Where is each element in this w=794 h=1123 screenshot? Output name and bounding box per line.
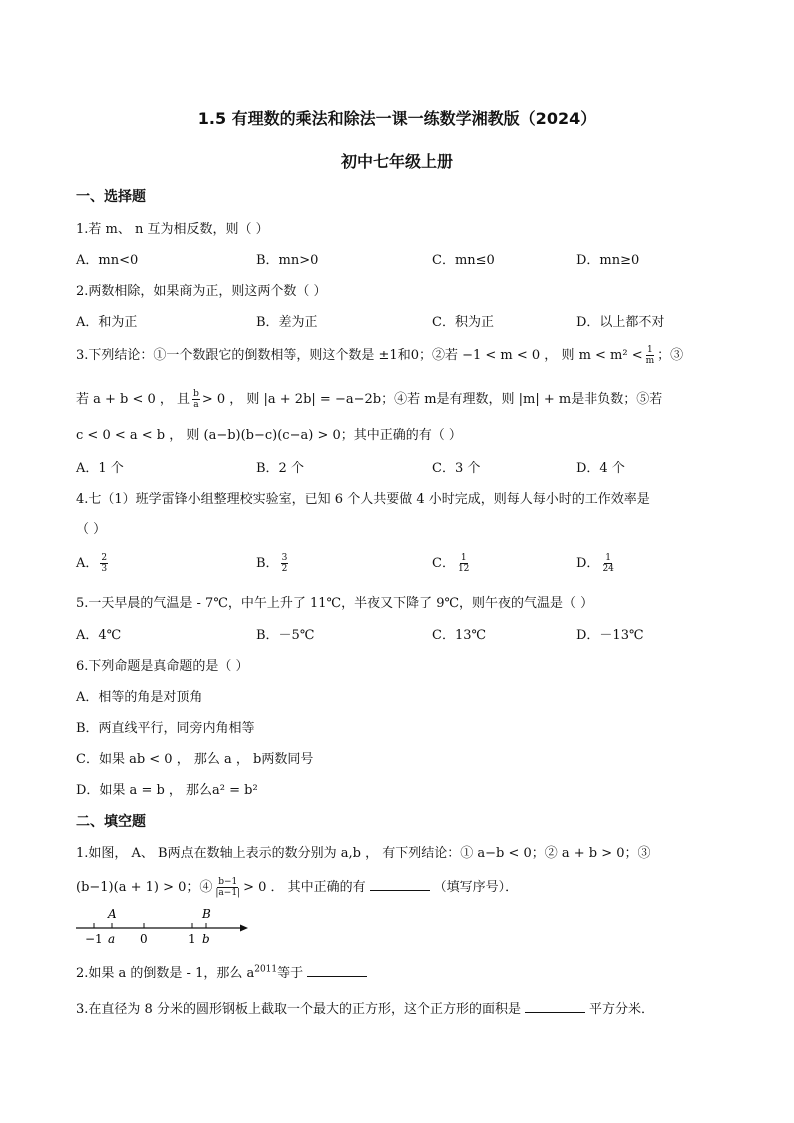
section-heading-choice: 一、选择题 — [76, 189, 146, 205]
question-4-stem-bracket: （ ） — [76, 522, 107, 537]
question-1-stem: 1.若 m、 n 互为相反数，则（ ） — [76, 222, 269, 237]
answer-blank[interactable] — [525, 1011, 585, 1013]
question-5-option-b: B．－5℃ — [256, 628, 315, 643]
question-4-stem: 4.七（1）班学雷锋小组整理校实验室，已知 6 个人共要做 4 小时完成，则每人每小时的工作效率是 — [76, 492, 650, 507]
fraction-denominator: 3 — [101, 564, 108, 574]
question-3-option-c: C．3 个 — [432, 461, 481, 476]
fraction-denominator: 12 — [457, 564, 470, 574]
fill-3-line — [76, 998, 654, 1017]
fraction-numerator: 1 — [605, 553, 612, 563]
fill-1-line-1: 1.如图， A、 B两点在数轴上表示的数分别为 a,b ， 有下列结论：① a−b < 0；② a + b > 0；③ — [76, 846, 651, 861]
tick-label-b: b — [202, 932, 210, 946]
fraction — [100, 553, 108, 574]
question-5-stem: 5.一天早晨的气温是 - 7℃，中午上升了 11℃，半夜又下降了 9℃，则午夜的气温是（ ） — [76, 596, 594, 611]
question-3-option-d: D．4 个 — [576, 461, 625, 476]
question-3-line-1-text: 3.下列结论：①一个数跟它的倒数相等，则这个数是 ±1和0；②若 −1 < m < 0 ， 则 m < m² < — [76, 348, 643, 363]
question-6-option-d: D．如果 a = b ， 那么a² = b² — [76, 783, 258, 798]
fill-1-line-2 — [76, 876, 518, 898]
fraction — [645, 345, 656, 366]
fraction — [281, 553, 289, 574]
section-heading-fill: 二、填空题 — [76, 814, 146, 830]
fraction — [192, 389, 200, 410]
fraction-numerator: 2 — [101, 553, 108, 563]
question-3-line-2-start: 若 a + b < 0 ， 且 — [76, 392, 191, 407]
question-1-option-b: B．mn>0 — [256, 253, 319, 268]
fill-1-line-2-start: (b−1)(a + 1) > 0；④ — [76, 880, 213, 895]
question-5-option-d: D．－13℃ — [576, 628, 644, 643]
question-3-line-3: c < 0 < a < b ， 则 (a−b)(b−c)(c−a) > 0；其中正确的有（ ） — [76, 428, 462, 443]
question-6-option-b: B．两直线平行，同旁内角相等 — [76, 721, 255, 736]
question-3-line-1 — [76, 344, 683, 366]
number-line-figure — [74, 906, 254, 946]
tick-label-a: a — [108, 932, 116, 946]
question-2-option-b: B．差为正 — [256, 315, 318, 330]
option-label: C． — [432, 556, 455, 571]
arrow-head-icon — [240, 925, 248, 932]
question-4-option-b — [256, 552, 290, 574]
question-5-option-a: A．4℃ — [76, 628, 122, 643]
question-3-option-a: A．1 个 — [76, 461, 124, 476]
fraction-denominator: a — [193, 400, 199, 410]
fraction-denominator: 2 — [281, 564, 288, 574]
fraction-numerator: 1 — [647, 345, 653, 355]
question-3-option-b: B．2 个 — [256, 461, 304, 476]
question-1-option-c: C．mn≤0 — [432, 253, 495, 268]
question-2-stem: 2.两数相除，如果商为正，则这两个数（ ） — [76, 284, 327, 299]
tick-label-minus-one: −1 — [85, 932, 103, 946]
fill-2-text-end: 等于 — [277, 966, 304, 981]
question-6-option-a: A．相等的角是对顶角 — [76, 690, 203, 705]
fraction-denominator: |a−1| — [215, 888, 241, 898]
fill-1-line-2-end: （填写序号）． — [433, 880, 519, 895]
question-3-line-2 — [76, 388, 662, 410]
fraction-numerator: 3 — [281, 553, 288, 563]
question-4-option-d — [576, 552, 617, 574]
option-label: A． — [76, 556, 99, 571]
fill-2-text: 2.如果 a 的倒数是 - 1，那么 a — [76, 966, 255, 981]
answer-blank[interactable] — [370, 889, 430, 891]
question-1-option-a: A．mn<0 — [76, 253, 139, 268]
question-4-option-c — [432, 552, 472, 574]
question-6-option-c: C．如果 ab < 0 ， 那么 a ， b两数同号 — [76, 752, 314, 767]
fill-1-line-2-mid: > 0 ． 其中正确的有 — [243, 880, 366, 895]
fill-2-line — [76, 962, 371, 981]
page-subtitle: 初中七年级上册 — [340, 152, 453, 171]
label-point-a: A — [108, 907, 117, 921]
fraction-numerator: b−1 — [218, 877, 238, 887]
option-label: D． — [576, 556, 600, 571]
fill-3-text-end: 平方分米． — [588, 1002, 654, 1017]
fill-3-text: 3.在直径为 8 分米的圆形钢板上截取一个最大的正方形，这个正方形的面积是 — [76, 1002, 521, 1017]
question-2-option-d: D．以上都不对 — [576, 315, 665, 330]
question-1-option-d: D．mn≥0 — [576, 253, 640, 268]
fraction — [601, 553, 614, 574]
question-2-option-a: A．和为正 — [76, 315, 138, 330]
question-6-stem: 6.下列命题是真命题的是（ ） — [76, 659, 249, 674]
fill-2-exponent: 2011 — [254, 964, 278, 975]
fraction-denominator: m — [645, 356, 655, 366]
question-3-line-1-end: ；③ — [657, 348, 684, 363]
tick-label-one: 1 — [188, 932, 196, 946]
fraction — [457, 553, 470, 574]
fraction-numerator: b — [193, 389, 199, 399]
question-2-option-c: C．积为正 — [432, 315, 494, 330]
question-5-option-c: C．13℃ — [432, 628, 487, 643]
answer-blank[interactable] — [307, 975, 367, 977]
question-3-line-2-end: > 0 ， 则 |a + 2b| = −a−2b；④若 m是有理数，则 |m| + m是非负数；⑤若 — [201, 392, 663, 407]
fraction-denominator: 24 — [602, 564, 614, 574]
fraction — [214, 877, 241, 898]
fraction-numerator: 1 — [460, 553, 467, 563]
option-label: B． — [256, 556, 279, 571]
tick-label-zero: 0 — [140, 932, 148, 946]
label-point-b: B — [202, 907, 211, 921]
question-4-option-a — [76, 552, 110, 574]
page-title: 1.5 有理数的乘法和除法一课一练数学湘教版（2024） — [197, 109, 597, 128]
